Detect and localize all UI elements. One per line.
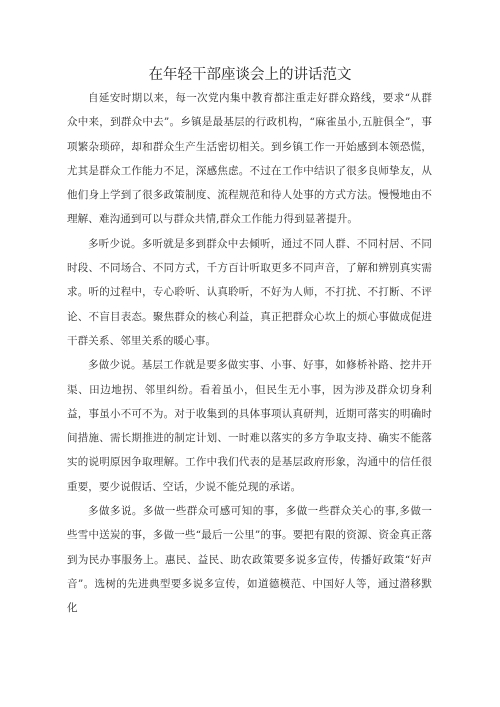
document-title: 在年轻干部座谈会上的讲话范文	[148, 67, 352, 83]
paragraph-listen-more: 多听少说。多听就是多到群众中去倾听，通过不同人群、不同村居、不同时段、不同场合、不同方式，千方百计听取更多不同声音，了解和辨别真实需求。听的过程中，专心聆听、认真聆听，不好为人师，不打扰、不打断、不评论、不盲目表态。聚焦群众的核心利益，真正把群众心坎上的烦心事做成促进干群关系、邻里关系的暖心事。	[67, 237, 432, 347]
document-body	[67, 86, 432, 621]
paragraph-do-more-say-less: 多做少说。基层工作就是要多做实事、小事、好事，如修桥补路、挖井开渠、田边地拐、邻里纠纷。看着虽小，但民生无小事，因为涉及群众切身利益，事虽小不可不为。对于收集到的具体事项认真研判，近期可落实的明确时间措施、需长期推进的制定计划、一时难以落实的多方争取支持、确实不能落实的说明原因争取理解。工作中我们代表的是基层政府形象，沟通中的信任很重要，要少说假话、空话，少说不能兑现的承诺。	[67, 359, 432, 493]
paragraph-intro: 自延安时期以来，每一次党内集中教育都注重走好群众路线，要求“从群众中来，到群众中去”。乡镇是最基层的行政机构，“麻雀虽小,五脏俱全”，事项繁杂琐碎，却和群众生产生活密切相关。到乡镇工作一开始感到本领恐慌，尤其是群众工作能力不足，深感焦虑。不过在工作中结识了很多良师挚友，从他们身上学到了很多政策制度、流程规范和待人处事的方式方法。慢慢地由不理解、难沟通到可以与群众共情,群众工作能力得到显著提升。	[67, 92, 432, 226]
paragraph-do-more-say-more: 多做多说。多做一些群众可感可知的事，多做一些群众关心的事,多做一些雪中送炭的事，多做一些“最后一公里”的事。要把有限的资源、资金真正落到为民办事服务上。惠民、益民、助农政策要多说多宣传，传播好政策“好声音”。选树的先进典型要多说多宣传，如道德模范、中国好人等，通过潜移默化	[67, 505, 432, 615]
